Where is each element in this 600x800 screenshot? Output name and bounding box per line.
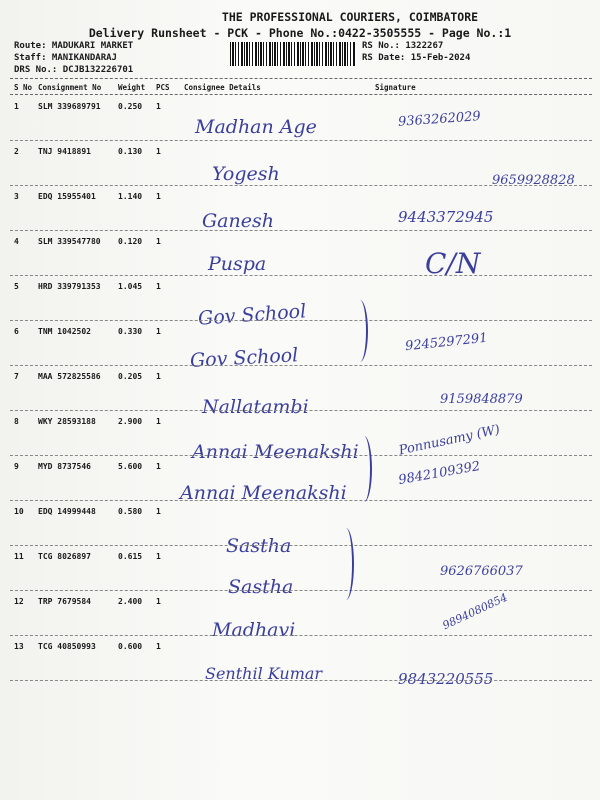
consignment-cell: TRP 7679584: [38, 597, 91, 606]
pcs-cell: 1: [156, 102, 161, 111]
signature-handwriting: 9843220555: [398, 670, 494, 688]
divider: [10, 94, 592, 95]
table-row: [0, 636, 600, 688]
staff-field: Staff: MANIKANDARAJ: [14, 53, 117, 63]
consignment-cell: MYD 8737546: [38, 462, 91, 471]
divider: [10, 78, 592, 79]
consignee-handwriting: Sastha: [226, 535, 292, 557]
weight-cell: 0.205: [118, 372, 143, 381]
weight-cell: 2.400: [118, 597, 143, 606]
weight-cell: 0.250: [118, 102, 143, 111]
document-subtitle: Delivery Runsheet - PCK - Phone No.:0422-3505555 - Page No.:1: [88, 26, 512, 40]
signature-handwriting: 9659928828: [492, 173, 575, 188]
sno-cell: 9: [14, 462, 19, 471]
consignment-cell: TNM 1042502: [38, 327, 91, 336]
pcs-cell: 1: [156, 642, 161, 651]
pcs-cell: 1: [156, 282, 161, 291]
table-row: [0, 411, 600, 463]
sno-cell: 11: [14, 552, 24, 561]
signature-handwriting: 9626766037: [440, 564, 523, 579]
table-row: [0, 590, 600, 641]
bracket-mark: [352, 300, 368, 362]
weight-cell: 5.600: [118, 462, 143, 471]
col-header-signature: Signature: [375, 83, 416, 92]
weight-cell: 0.330: [118, 327, 143, 336]
consignee-handwriting: Puspa: [208, 253, 267, 275]
consignment-cell: TCG 8026897: [38, 552, 91, 561]
signature-handwriting: 9842109392: [397, 458, 482, 489]
sno-cell: 13: [14, 642, 24, 651]
sno-cell: 2: [14, 147, 19, 156]
bracket-mark: [338, 528, 354, 600]
sno-cell: 4: [14, 237, 19, 246]
consignee-handwriting: Madhavi: [212, 619, 296, 641]
consignee-handwriting: Nallatambi: [202, 396, 309, 418]
sno-cell: 10: [14, 507, 24, 516]
table-row: [0, 546, 600, 598]
weight-cell: 0.615: [118, 552, 143, 561]
col-header-pcs: PCS: [156, 83, 170, 92]
table-row: [0, 366, 600, 418]
sno-cell: 6: [14, 327, 19, 336]
pcs-cell: 1: [156, 597, 161, 606]
table-row: [0, 321, 600, 372]
pcs-cell: 1: [156, 327, 161, 336]
pcs-cell: 1: [156, 552, 161, 561]
consignment-cell: EDQ 15955401: [38, 192, 96, 201]
col-header-sno: S No: [14, 83, 33, 92]
consignment-cell: SLM 339547780: [38, 237, 101, 246]
weight-cell: 1.045: [118, 282, 143, 291]
table-row: [0, 456, 600, 504]
route-field: Route: MADUKARI MARKET: [14, 41, 134, 51]
weight-cell: 0.600: [118, 642, 143, 651]
table-row: [0, 96, 600, 141]
consignment-cell: TCG 40850993: [38, 642, 96, 651]
consignee-handwriting: Senthil Kumar: [205, 664, 323, 683]
consignee-handwriting: Yogesh: [212, 163, 280, 185]
consignment-cell: WKY 28593188: [38, 417, 96, 426]
pcs-cell: 1: [156, 147, 161, 156]
signature-handwriting: Ponnusamy (W): [397, 422, 502, 459]
consignee-handwriting: Annai Meenakshi: [192, 441, 359, 463]
pcs-cell: 1: [156, 417, 161, 426]
sno-cell: 7: [14, 372, 19, 381]
consignee-handwriting: Annai Meenakshi: [180, 482, 347, 504]
sno-cell: 1: [14, 102, 19, 111]
consignee-handwriting: Madhan Age: [195, 116, 317, 138]
consignment-cell: MAA 572825586: [38, 372, 101, 381]
signature-handwriting: 9363262029: [397, 109, 482, 130]
table-row: [0, 231, 600, 280]
col-header-consignee: Consignee Details: [184, 83, 261, 92]
consignment-cell: HRD 339791353: [38, 282, 101, 291]
document-title: THE PROFESSIONAL COURIERS, COIMBATORE: [221, 10, 479, 24]
consignment-cell: TNJ 9418891: [38, 147, 91, 156]
pcs-cell: 1: [156, 192, 161, 201]
weight-cell: 0.580: [118, 507, 143, 516]
consignment-cell: SLM 339689791: [38, 102, 101, 111]
table-row: [0, 186, 600, 231]
pcs-cell: 1: [156, 462, 161, 471]
table-row: [0, 276, 600, 330]
weight-cell: 0.120: [118, 237, 143, 246]
row-divider: [10, 680, 592, 681]
rs-date: RS Date: 15-Feb-2024: [362, 53, 471, 63]
signature-handwriting: 9443372945: [398, 208, 494, 226]
weight-cell: 1.140: [118, 192, 143, 201]
signature-handwriting: 9894080854: [440, 590, 510, 633]
sno-cell: 12: [14, 597, 24, 606]
signature-handwriting: C/N: [425, 247, 481, 280]
pcs-cell: 1: [156, 237, 161, 246]
pcs-cell: 1: [156, 507, 161, 516]
col-header-consignment: Consignment No: [38, 83, 102, 92]
weight-cell: 0.130: [118, 147, 143, 156]
consignee-handwriting: Gov School: [197, 300, 307, 330]
signature-handwriting: 9159848879: [440, 392, 523, 407]
pcs-cell: 1: [156, 372, 161, 381]
drs-number: DRS No.: DCJB132226701: [14, 65, 134, 75]
consignee-handwriting: Sastha: [228, 576, 294, 598]
signature-handwriting: 9245297291: [404, 330, 489, 355]
consignee-handwriting: Ganesh: [202, 210, 274, 232]
rs-number: RS No.: 1322267: [362, 41, 444, 51]
consignee-handwriting: Gov School: [189, 344, 299, 372]
table-row: [0, 141, 600, 186]
sno-cell: 5: [14, 282, 19, 291]
sno-cell: 3: [14, 192, 19, 201]
bracket-mark: [356, 436, 372, 502]
sno-cell: 8: [14, 417, 19, 426]
weight-cell: 2.900: [118, 417, 143, 426]
barcode-image: [230, 42, 356, 66]
consignment-cell: EDQ 14999448: [38, 507, 96, 516]
col-header-weight: Weight: [118, 83, 146, 92]
